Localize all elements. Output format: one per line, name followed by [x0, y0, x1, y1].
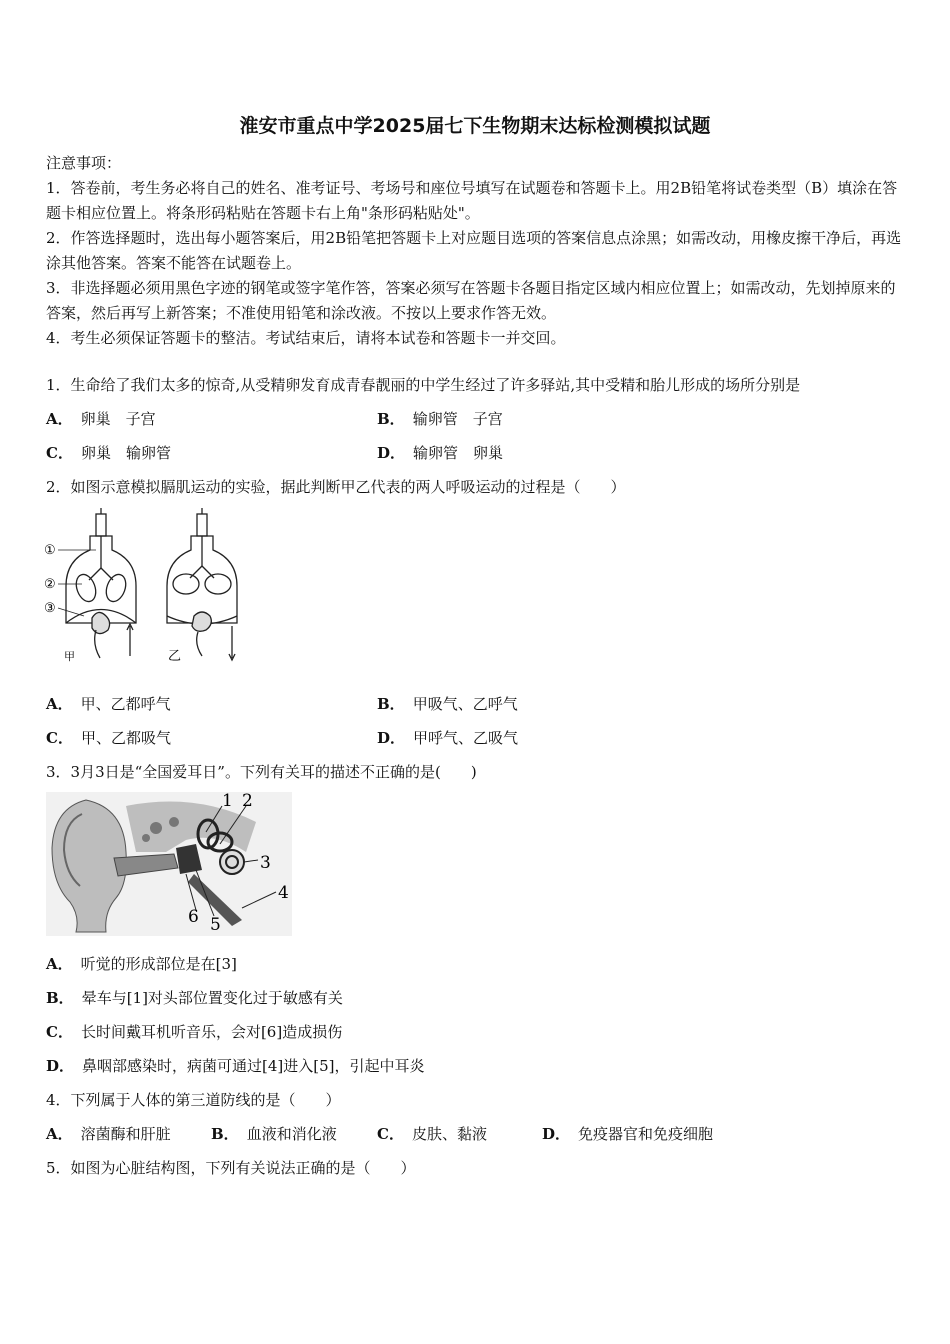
option-label: A． [46, 695, 73, 713]
option-text: 溶菌酶和肝脏 [80, 1125, 171, 1143]
figure-label-jia: 甲 [64, 650, 75, 663]
figure-label-1: ① [44, 543, 56, 558]
question-1-option-c[interactable] [46, 443, 171, 463]
question-2-option-c[interactable] [46, 728, 171, 748]
ear-label-1: 1 [222, 792, 233, 811]
question-3-option-c[interactable] [46, 1022, 342, 1042]
ear-label-2: 2 [242, 792, 253, 811]
option-label: A． [46, 1125, 73, 1143]
notice-item-2: 2．作答选择题时，选出每小题答案后，用2B铅笔把答题卡上对应题目选项的答案信息点涂黑；如需改动，用橡皮擦干净后，再选涂其他答案。答案不能答在试题卷上。 [46, 229, 902, 272]
page-title: 淮安市重点中学2025届七下生物期末达标检测模拟试题 [239, 115, 711, 137]
option-text: 晕车与[1]对头部位置变化过于敏感有关 [81, 989, 343, 1007]
notice-item-4: 4．考生必须保证答题卡的整洁。考试结束后，请将本试卷和答题卡一并交回。 [46, 329, 566, 347]
ear-label-6: 6 [188, 907, 199, 927]
option-label: D． [542, 1125, 571, 1143]
figure-label-2: ② [44, 577, 56, 592]
figure-label-3: ③ [44, 601, 56, 616]
ear-structure-figure [46, 792, 292, 936]
figure-label-yi: 乙 [168, 649, 182, 664]
option-label: A． [46, 955, 73, 973]
option-text: 甲吸气、乙呼气 [412, 695, 518, 713]
option-text: 皮肤、黏液 [411, 1125, 487, 1143]
question-1-option-d[interactable] [377, 443, 503, 463]
option-label: B． [377, 695, 405, 713]
question-4-option-d[interactable] [542, 1124, 713, 1144]
question-3-stem: 3．3月3日是“全国爱耳日”。下列有关耳的描述不正确的是( ) [46, 763, 477, 781]
option-label: B． [377, 410, 405, 428]
question-1-option-b[interactable] [377, 409, 503, 429]
diaphragm-model-figure [44, 508, 254, 666]
question-2-option-a[interactable] [46, 694, 171, 714]
option-label: C． [377, 1125, 404, 1143]
option-text: 输卵管 子宫 [412, 410, 503, 428]
ear-label-4: 4 [278, 883, 289, 903]
notice-item-3: 3．非选择题必须用黑色字迹的钢笔或签字笔作答，答案必须写在答题卡各题目指定区域内相应位置上；如需改动，先划掉原来的答案，然后再写上新答案；不准使用铅笔和涂改液。不按以上要求作答无效。 [46, 279, 896, 322]
question-4-option-c[interactable] [377, 1124, 487, 1144]
option-text: 卵巢 输卵管 [80, 444, 171, 462]
option-label: D． [46, 1057, 75, 1075]
question-5-stem: 5．如图为心脏结构图，下列有关说法正确的是（ ） [46, 1159, 416, 1177]
question-3-option-d[interactable] [46, 1056, 425, 1076]
question-4-option-a[interactable] [46, 1124, 171, 1144]
option-text: 听觉的形成部位是在[3] [80, 955, 237, 973]
option-text: 卵巢 子宫 [80, 410, 156, 428]
option-label: C． [46, 1023, 73, 1041]
question-2-stem: 2．如图示意模拟膈肌运动的实验，据此判断甲乙代表的两人呼吸运动的过程是（ ） [46, 478, 626, 496]
option-text: 甲呼气、乙吸气 [413, 729, 519, 747]
bottle-jia [66, 508, 136, 658]
ear-label-3: 3 [260, 853, 271, 873]
option-label: A． [46, 410, 73, 428]
option-label: B． [46, 989, 74, 1007]
notice-heading: 注意事项： [46, 154, 122, 172]
option-text: 免疫器官和免疫细胞 [578, 1125, 714, 1143]
option-label: C． [46, 444, 73, 462]
option-label: B． [211, 1125, 239, 1143]
option-label: D． [377, 444, 406, 462]
question-2-option-b[interactable] [377, 694, 518, 714]
option-label: C． [46, 729, 73, 747]
question-3-option-a[interactable] [46, 954, 237, 974]
question-4-option-b[interactable] [211, 1124, 337, 1144]
question-2-option-d[interactable] [377, 728, 518, 748]
option-label: D． [377, 729, 406, 747]
notice-item-1: 1．答卷前，考生务必将自己的姓名、准考证号、考场号和座位号填写在试题卷和答题卡上。用2B铅笔将试卷类型（B）填涂在答题卡相应位置上。将条形码粘贴在答题卡右上角"条形码粘贴处"。 [46, 179, 898, 222]
option-text: 输卵管 卵巢 [413, 444, 504, 462]
option-text: 鼻咽部感染时，病菌可通过[4]进入[5]，引起中耳炎 [82, 1057, 425, 1075]
option-text: 甲、乙都吸气 [80, 729, 171, 747]
option-text: 甲、乙都呼气 [80, 695, 171, 713]
ear-label-5: 5 [210, 915, 221, 935]
question-4-stem: 4．下列属于人体的第三道防线的是（ ） [46, 1091, 341, 1109]
question-3-option-b[interactable] [46, 988, 343, 1008]
question-1-stem: 1．生命给了我们太多的惊奇,从受精卵发育成青春靓丽的中学生经过了许多驿站,其中受精和胎儿形成的场所分别是 [46, 376, 801, 394]
question-1-option-a[interactable] [46, 409, 156, 429]
option-text: 长时间戴耳机听音乐，会对[6]造成损伤 [80, 1023, 343, 1041]
option-text: 血液和消化液 [246, 1125, 337, 1143]
bottle-yi [167, 508, 237, 660]
